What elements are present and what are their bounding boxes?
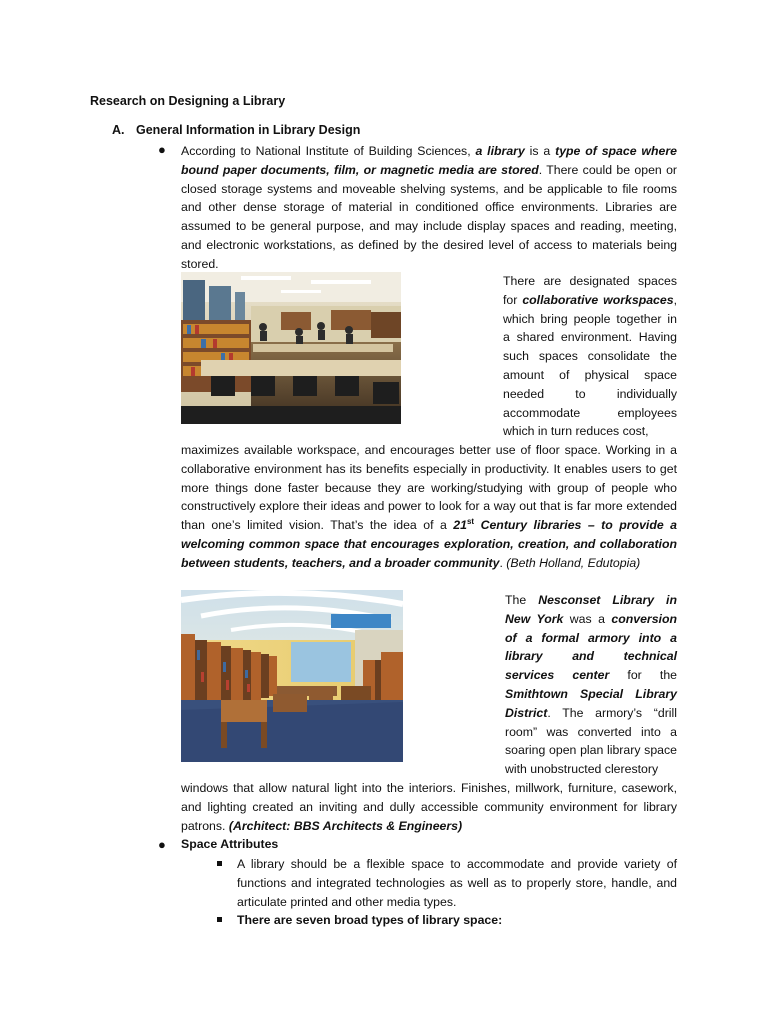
paragraph-definition	[181, 142, 677, 274]
space-item-flexible: A library should be a flexible space to accommodate and provide variety of functions and integrated technologies as well as to properly store, handle, and articulate printed and other media types.	[237, 857, 677, 909]
paragraph-collaborative-continued	[181, 441, 677, 573]
section-heading	[112, 123, 360, 137]
bullet-marker: ●	[158, 837, 166, 852]
square-bullet-icon	[217, 861, 222, 866]
text-run: The	[505, 593, 539, 607]
library-photo-collaborative	[181, 272, 401, 424]
emphasis-run: collaborative workspaces	[522, 292, 674, 307]
emphasis-run: Century libraries – to provide a welcoming common space that encourages exploration, creation, and collaboration between students, teachers, and a broader community	[181, 518, 677, 570]
bullet-marker: ●	[158, 142, 166, 157]
library-photo-nesconset	[181, 590, 403, 762]
text-run: maximizes available workspace, and encourages better use of floor space. Working in a collaborative environment has its benefits especially in productivity. It enables users to get more things done faster because they are working/studying with group of people who constructively explore their ideas and power to look for a way out that is far more extended than one’s limited vision. That’s the idea of a	[181, 443, 677, 533]
citation: (Beth Holland, Edutopia)	[506, 555, 641, 570]
space-attributes-heading: Space Attributes	[181, 837, 279, 851]
emphasis-run: 21	[453, 518, 467, 533]
paragraph-collaborative-wrap	[503, 272, 677, 441]
text-run: . The armory’s “drill room” was converted into a soaring open plan library space with unobstructed clerestory	[505, 705, 677, 777]
text-run: for the	[609, 668, 677, 683]
text-run: is a	[524, 144, 556, 158]
superscript: st	[466, 517, 475, 527]
text-run: , which bring people together in a shared environment. Having such spaces consolidate the amount of physical space needed to individually accommodate employees which in turn reduces cost,	[503, 292, 677, 439]
document-title: Research on Designing a Library	[90, 94, 286, 108]
emphasis-run: a library	[475, 144, 525, 158]
text-run: According to National Institute of Building Sciences,	[181, 144, 476, 158]
paragraph-nesconset-continued	[181, 779, 677, 835]
emphasis-run: Smithtown Special Library District	[505, 686, 677, 720]
text-run: .	[499, 555, 507, 570]
text-run: was a	[563, 611, 612, 626]
emphasis-run: type of space where bound paper documents, film, or magnetic media are stored	[181, 144, 677, 177]
paragraph-nesconset-wrap	[505, 591, 677, 779]
space-item-types: There are seven broad types of library space:	[237, 913, 503, 927]
section-title: General Information in Library Design	[136, 123, 361, 137]
square-bullet-icon	[217, 917, 222, 922]
section-letter: A.	[112, 123, 125, 137]
citation: (Architect: BBS Architects & Engineers)	[228, 818, 463, 833]
text-run: There are designated spaces for	[503, 274, 677, 307]
text-run: . There could be open or closed storage systems and moveable shelving systems, and be applicable to file rooms and other dense storage of material in conditioned office environments. Libraries are assumed to be general purpose, and may include display spaces and reading, meeting, and electronic workstations, as defined by the desired level of access to materials being stored.	[181, 162, 678, 271]
emphasis-run: Nesconset Library in New York	[505, 593, 677, 626]
emphasis-run: conversion of a formal armory into a library and technical services center	[505, 611, 677, 683]
text-run: windows that allow natural light into the interiors. Finishes, millwork, furniture, casework, and lighting created an inviting and dully accessible community environment for library patrons.	[181, 781, 677, 833]
